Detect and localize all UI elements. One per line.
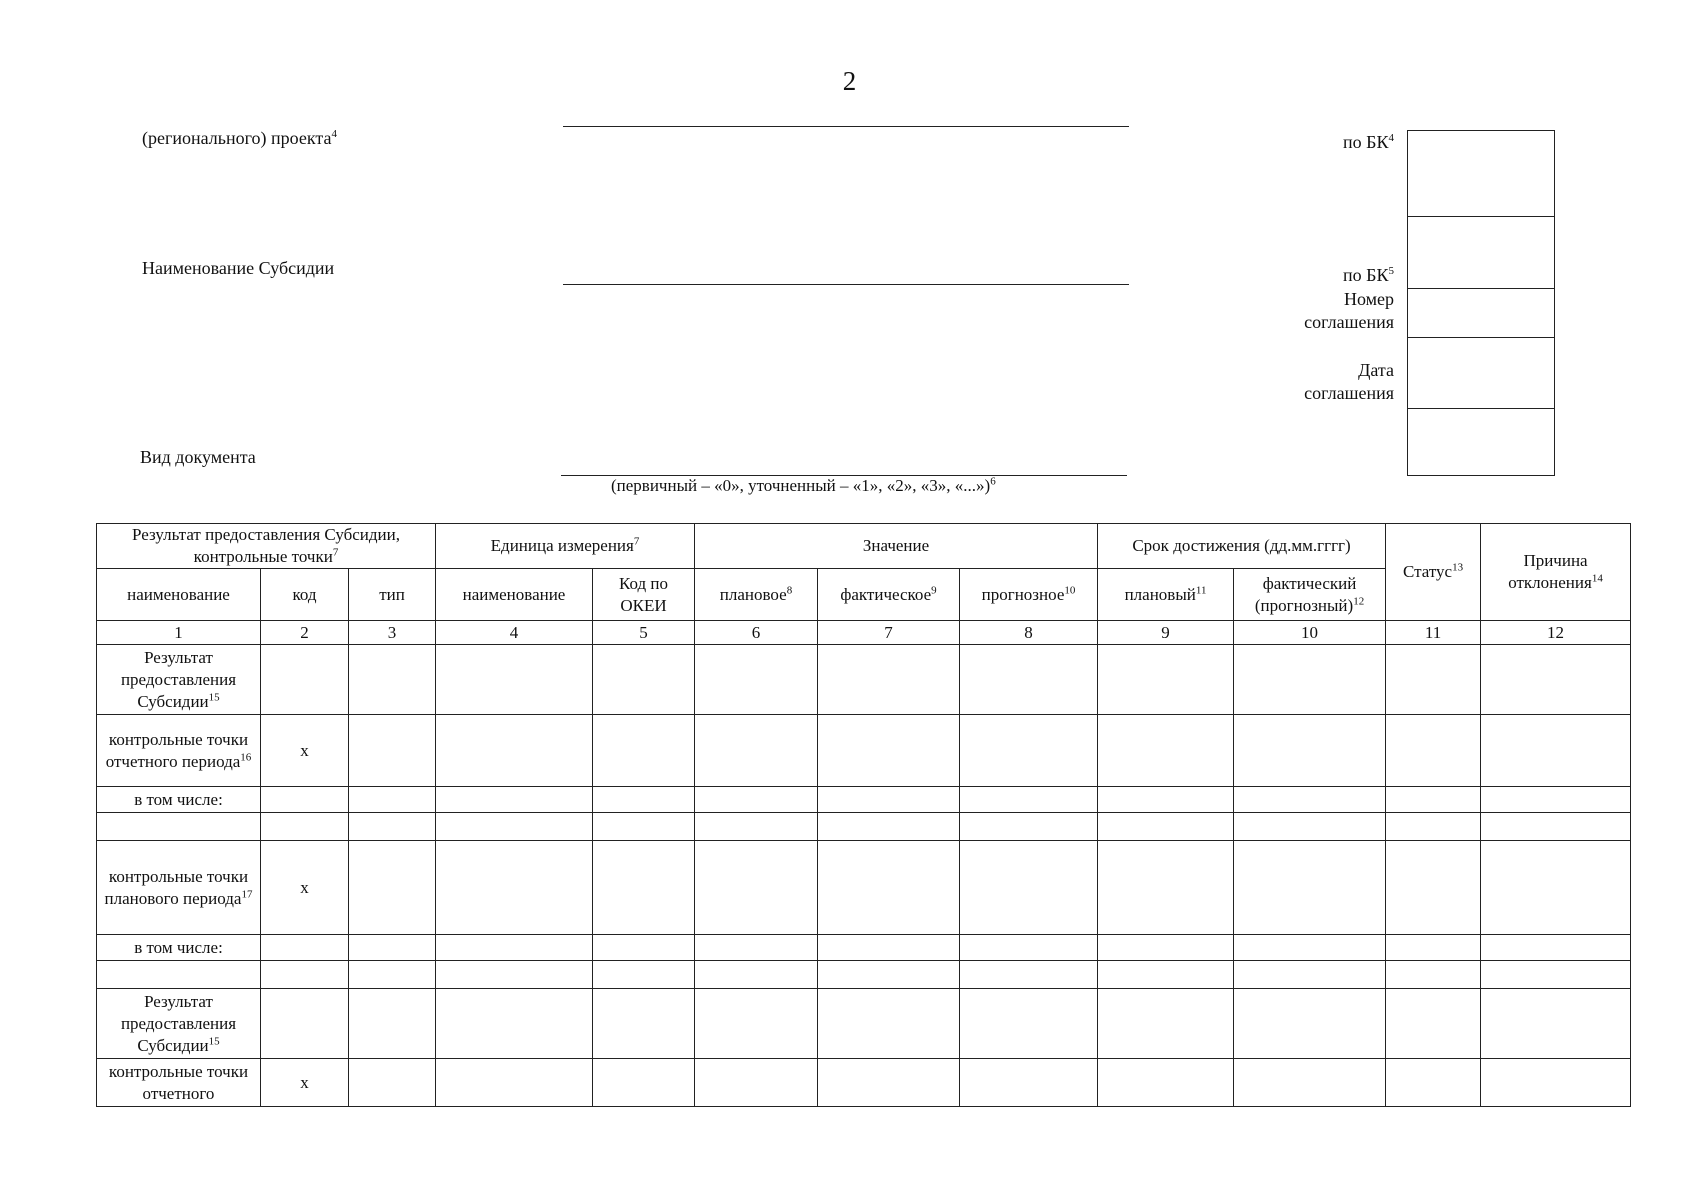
row-label-including: в том числе: — [97, 935, 261, 961]
cell-code-x: x — [261, 715, 349, 787]
table-row — [97, 841, 1631, 935]
row-label-checkpoints-reporting: контрольные точки отчетного периода$^{16}$ — [97, 715, 261, 787]
row-label-including: в том числе: — [97, 787, 261, 813]
row-label-checkpoints-planned: контрольные точки планового периода$^{17}$ — [97, 841, 261, 935]
header-okei: Код по ОКЕИ — [593, 569, 695, 621]
agreement-date-label: Дата соглашения — [1304, 360, 1394, 403]
header-forecast: прогнозное$^{10}$ — [960, 569, 1098, 621]
table-row — [97, 1059, 1631, 1107]
table-row — [97, 645, 1631, 715]
column-number: 10 — [1234, 621, 1386, 645]
cell-code-x: x — [261, 841, 349, 935]
header-unit-name: наименование — [436, 569, 593, 621]
row-label-checkpoints-reporting: контрольные точки отчетного — [97, 1059, 261, 1107]
column-number: 1 — [97, 621, 261, 645]
table-row — [97, 715, 1631, 787]
header-planned: плановое$^8$ — [695, 569, 818, 621]
column-number: 5 — [593, 621, 695, 645]
column-number: 7 — [818, 621, 960, 645]
bk-code-label-2: по $БК^5$ — [1343, 265, 1394, 285]
column-number: 6 — [695, 621, 818, 645]
project-field-line[interactable] — [563, 126, 1129, 127]
header-status: Статус$^{13}$ — [1386, 524, 1481, 621]
header-reason: Причина отклонения$^{14}$ — [1481, 524, 1631, 621]
header-code: код — [261, 569, 349, 621]
table-row — [97, 813, 1631, 841]
row-label-result: Результат предоставления Субсидии$^{15}$ — [97, 989, 261, 1059]
header-deadline-group: Срок достижения (дд.мм.гггг) — [1098, 524, 1386, 569]
column-number: 4 — [436, 621, 593, 645]
codes-box-divider — [1408, 288, 1554, 289]
header-unit-group: Единица измерения$^7$ — [436, 524, 695, 569]
header-value-group: Значение — [695, 524, 1098, 569]
column-number: 11 — [1386, 621, 1481, 645]
doc-type-hint: (первичный – «0», уточненный – «1», «2», «3», «...»)$^6$ — [611, 475, 996, 495]
column-number: 2 — [261, 621, 349, 645]
header-type: тип — [349, 569, 436, 621]
column-number: 8 — [960, 621, 1098, 645]
codes-box-divider — [1408, 408, 1554, 409]
header-deadline-actual: фактический (прогнозный)$^{12}$ — [1234, 569, 1386, 621]
table-row — [97, 935, 1631, 961]
table-row — [97, 989, 1631, 1059]
codes-box-divider — [1408, 216, 1554, 217]
codes-box-divider — [1408, 337, 1554, 338]
header-deadline-planned: плановый$^{11}$ — [1098, 569, 1234, 621]
project-label: (регионального) проекта$^4$ — [142, 128, 337, 148]
page-number: 2 — [842, 66, 857, 96]
header-result-group: Результат предоставления Субсидии, контрольные точки$^7$ — [97, 524, 436, 569]
header-name: наименование — [97, 569, 261, 621]
header-actual: фактическое$^9$ — [818, 569, 960, 621]
subsidy-label: Наименование Субсидии — [142, 258, 335, 278]
column-number: 12 — [1481, 621, 1631, 645]
cell-code-x: x — [261, 1059, 349, 1107]
doc-type-label: Вид документа — [140, 447, 256, 467]
codes-box — [1407, 130, 1555, 476]
column-number: 9 — [1098, 621, 1234, 645]
report-table — [96, 523, 1631, 1107]
column-number-row — [97, 621, 1631, 645]
row-label-result: Результат предоставления Субсидии$^{15}$ — [97, 645, 261, 715]
bk-code-label-1: по $БК^4$ — [1343, 132, 1394, 152]
column-number: 3 — [349, 621, 436, 645]
table-row — [97, 787, 1631, 813]
table-row — [97, 961, 1631, 989]
agreement-number-label: Номер соглашения — [1304, 289, 1394, 332]
subsidy-field-line[interactable] — [563, 284, 1129, 285]
